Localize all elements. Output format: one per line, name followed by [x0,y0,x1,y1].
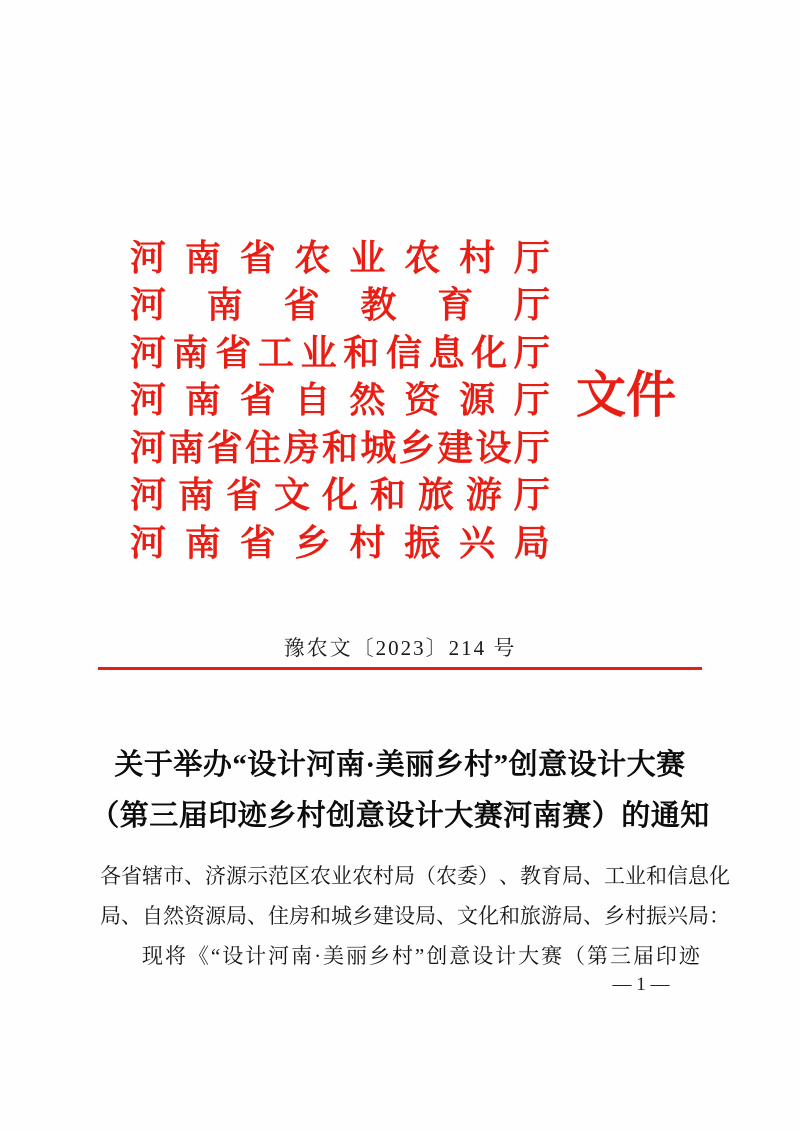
title-line-1: 关于举办“设计河南·美丽乡村”创意设计大赛 [114,749,686,781]
document-number: 豫农文〔2023〕214 号 [283,636,517,660]
department-name-5: 河 南 省 住 房 和 城 乡 建 设 厅 [130,427,550,468]
title-line-2: （第三届印迹乡村创意设计大赛河南赛）的通知 [90,800,710,832]
red-divider-line [98,667,702,670]
department-name-7: 河 南 省 乡 村 振 兴 局 [130,522,550,563]
department-name-6: 河 南 省 文 化 和 旅 游 厅 [130,475,550,516]
body-line-1: 各 省 辖 市 、 济 源 示 范 区 农 业 农 村 局 （ 农 委 ） 、 教 育 局 、 工 业 和 信 息 化 [100,864,730,888]
body-line-3: 现 将 《 “ 设 计 河 南 · 美 丽 乡 村 ” 创 意 设 计 大 赛 （ 第 三 届 印 迹 [142,944,700,968]
document-body [100,856,730,976]
department-name-1: 河 南 省 农 业 农 村 厅 [130,237,550,278]
department-name-3: 河 南 省 工 业 和 信 息 化 厅 [130,332,550,373]
page-number: — 1 — [612,974,670,995]
document-kind-label: 文件 [576,367,676,423]
department-name-2: 河 南 省 教 育 厅 [130,285,550,326]
department-name-4: 河 南 省 自 然 资 源 厅 [130,380,550,421]
body-line-2: 局 、 自 然 资 源 局 、 住 房 和 城 乡 建 设 局 、 文 化 和 旅 游 局 、 乡 村 振 兴 局 ： [100,904,730,928]
issuing-departments [130,234,550,567]
document-title [0,740,800,842]
